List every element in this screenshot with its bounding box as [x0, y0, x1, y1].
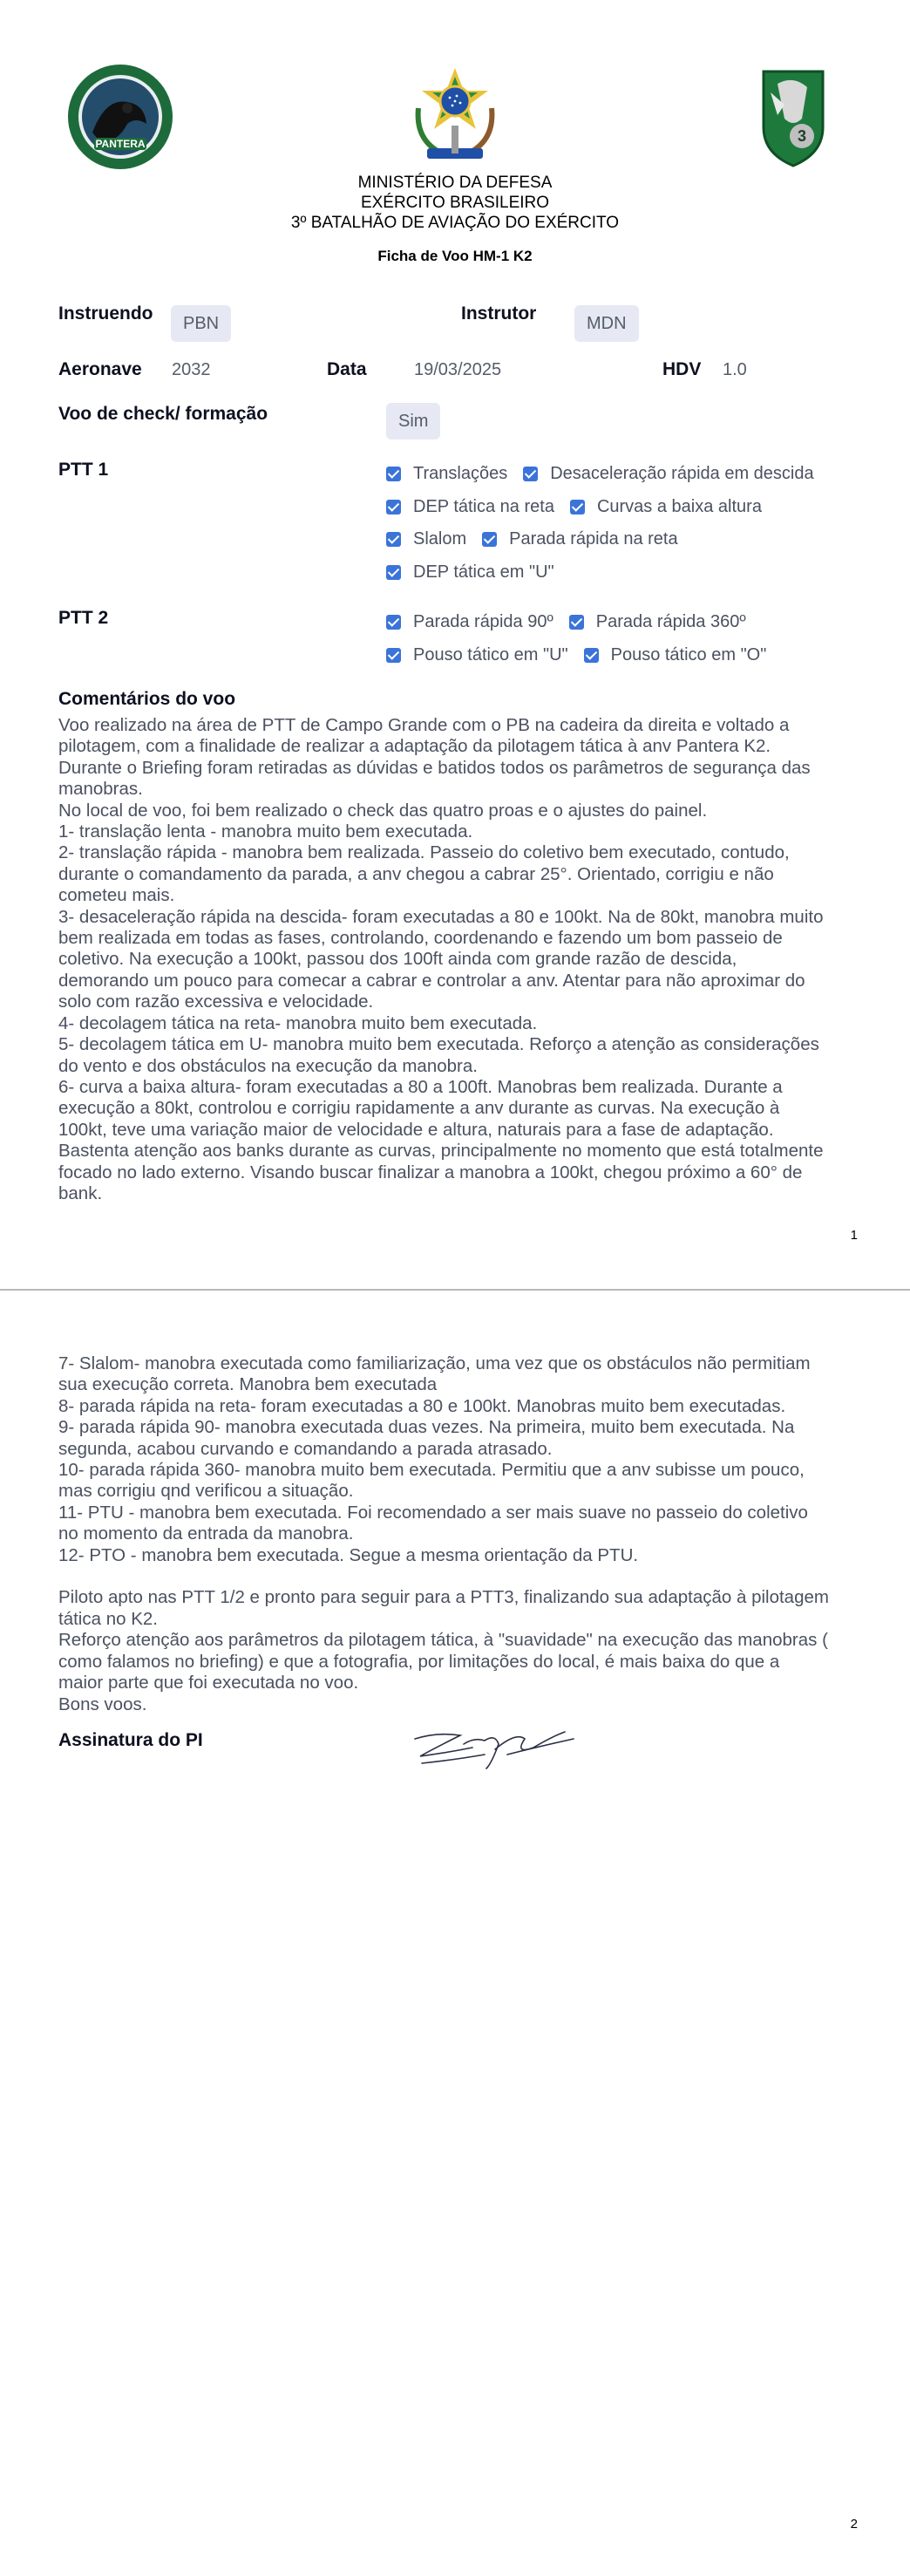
header-institution: [0, 173, 910, 233]
hdv-label: HDV: [662, 359, 702, 379]
header-line-3: 3º BATALHÃO DE AVIAÇÃO DO EXÉRCITO: [290, 214, 620, 232]
brazil-coat-of-arms: [403, 65, 507, 169]
ptt1-item-curvas[interactable]: Curvas a baixa altura: [570, 497, 762, 517]
ptt1-item-slalom[interactable]: Slalom: [386, 529, 466, 549]
header-line-1: MINISTÉRIO DA DEFESA: [357, 174, 553, 192]
signature-label: Assinatura do PI: [58, 1730, 203, 1750]
checkbox-checked-icon[interactable]: [482, 532, 497, 547]
instrutor-value: MDN: [574, 305, 639, 342]
ptt1-label: PTT 1: [58, 460, 109, 480]
comments-text-page1: Voo realizado na área de PTT de Campo Grande com o PB na cadeira da direita e voltado a pilotagem, com a finalidade de realizar a adaptação da pilotagem tática à anv Pantera K2. Durante o Briefing foram retiradas as dúvidas e batidos todos os parâmetros de segurança das manobras. No local de voo, foi bem realizado o check das quatro proas e o ajustes do painel. 1- translação lenta - manobra muito bem executada. 2- translação rápida - manobra bem realizada. Passeio do coletivo bem executado, contudo, durante o comandamento da parada, a anv chegou a cabrar 25°. Orientado, corrigiu e não cometeu mais. 3- desaceleração rápida na descida- foram executadas a 80 e 100kt. Na de 80kt, manobra muito bem realizada em todas as fases, controlando, coordenando e fazendo um bom passeio de coletivo. Na execução a 100kt, passou dos 100ft ainda com grande razão de descida, demorando um pouco para comecar a cabrar e controlar a anv. Atentar para não aproximar do solo com razão excessiva e velocidade. 4- decolagem tática na reta- manobra muito bem executada. 5- decolagem tática em U- manobra muito bem executada. Reforço a atenção as considerações do vento e dos obstáculos na execução da manobra. 6- curva a baixa altura- foram executadas a 80 a 100ft. Manobras bem realizada. Durante a execução a 80kt, controlou e corrigiu rapidamente a anv durante as curvas. Na execução à 100kt, teve uma variação maior de velocidade e altura, naturais para a fase de adaptação. Bastenta atenção aos banks durante as curvas, principalmente no momento que está totalmente focado no lado externo. Visando buscar finalizar a manobra a 100kt, chegou próximo a 60° de bank.: [58, 715, 824, 1203]
instruendo-value: PBN: [171, 305, 231, 342]
third-battalion-shield-logo: [758, 66, 828, 169]
ptt2-item-pouso-u[interactable]: Pouso tático em "U": [386, 645, 568, 665]
ptt2-item-parada-90[interactable]: Parada rápida 90º: [386, 612, 553, 632]
checkbox-checked-icon[interactable]: [570, 500, 585, 515]
ptt2-row-2: [386, 645, 782, 665]
signature-icon: [411, 1728, 577, 1772]
comments-title: Comentários do voo: [58, 689, 236, 709]
logo-pantera-text: PANTERA: [95, 138, 146, 150]
checkbox-checked-icon[interactable]: [584, 648, 599, 663]
data-label: Data: [327, 359, 367, 379]
ptt2-label: PTT 2: [58, 608, 109, 628]
hdv-value: 1.0: [723, 360, 747, 379]
page-number-1: 1: [850, 1228, 858, 1243]
header-line-2: EXÉRCITO BRASILEIRO: [360, 194, 550, 212]
instrutor-label: Instrutor: [461, 303, 537, 324]
ptt1-row-2: [386, 497, 778, 517]
checkbox-checked-icon[interactable]: [386, 565, 401, 580]
checkbox-checked-icon[interactable]: [569, 615, 584, 630]
ptt1-item-desaceleracao[interactable]: Desaceleração rápida em descida: [523, 464, 813, 484]
page-number-2: 2: [850, 2517, 858, 2532]
page-2: [0, 1291, 910, 2576]
data-value: 19/03/2025: [414, 360, 502, 379]
ptt1-row-1: [386, 464, 830, 484]
instruendo-label: Instruendo: [58, 303, 153, 324]
checkbox-checked-icon[interactable]: [386, 500, 401, 515]
ptt1-item-dep-u[interactable]: DEP tática em "U": [386, 562, 554, 583]
check-formation-label: Voo de check/ formação: [58, 404, 268, 424]
checkbox-checked-icon[interactable]: [386, 648, 401, 663]
shield-number: 3: [797, 127, 807, 145]
pantera-battalion-logo: [66, 63, 174, 171]
checkbox-checked-icon[interactable]: [386, 615, 401, 630]
checkbox-checked-icon[interactable]: [386, 532, 401, 547]
check-formation-value: Sim: [386, 403, 440, 440]
ptt2-item-parada-360[interactable]: Parada rápida 360º: [569, 612, 746, 632]
comments-text-page2: 7- Slalom- manobra executada como familiarização, uma vez que os obstáculos não permitiam sua execução correta. Manobra bem executada 8- parada rápida na reta- foram executadas a 80 e 100kt. Manobras muito bem executadas. 9- parada rápida 90- manobra executada duas vezes. Na primeira, muito bem executada. Na segunda, acabou curvando e comandando a parada atrasado. 10- parada rápida 360- manobra muito bem executada. Permitiu que a anv subisse um pouco, mas corrigiu qnd verificou a situação. 11- PTU - manobra bem executada. Foi recomendado a ser mais suave no passeio do coletivo no momento da entrada da manobra. 12- PTO - manobra bem executada. Segue a mesma orientação da PTU. Piloto apto nas PTT 1/2 e pronto para seguir para a PTT3, finalizando sua adaptação à pilotagem tática no K2. Reforço atenção aos parâmetros da pilotagem tática, à "suavidade" na execução das manobras ( como falamos no briefing) e que a fotografia, por limitações do local, é mais baixa do que a maior parte que foi executada no voo. Bons voos.: [58, 1353, 829, 1714]
ptt1-item-dep-reta[interactable]: DEP tática na reta: [386, 497, 554, 517]
ptt2-row-1: [386, 612, 762, 632]
ptt1-row-4: [386, 562, 570, 583]
checkbox-checked-icon[interactable]: [386, 467, 401, 481]
ptt1-item-translacoes[interactable]: Translações: [386, 464, 507, 484]
ptt2-item-pouso-o[interactable]: Pouso tático em "O": [584, 645, 767, 665]
form-title: Ficha de Voo HM-1 K2: [377, 248, 533, 264]
aeronave-label: Aeronave: [58, 359, 142, 379]
checkbox-checked-icon[interactable]: [523, 467, 538, 481]
ptt1-row-3: [386, 529, 694, 549]
aeronave-value: 2032: [172, 360, 211, 379]
ptt1-item-parada-reta[interactable]: Parada rápida na reta: [482, 529, 677, 549]
